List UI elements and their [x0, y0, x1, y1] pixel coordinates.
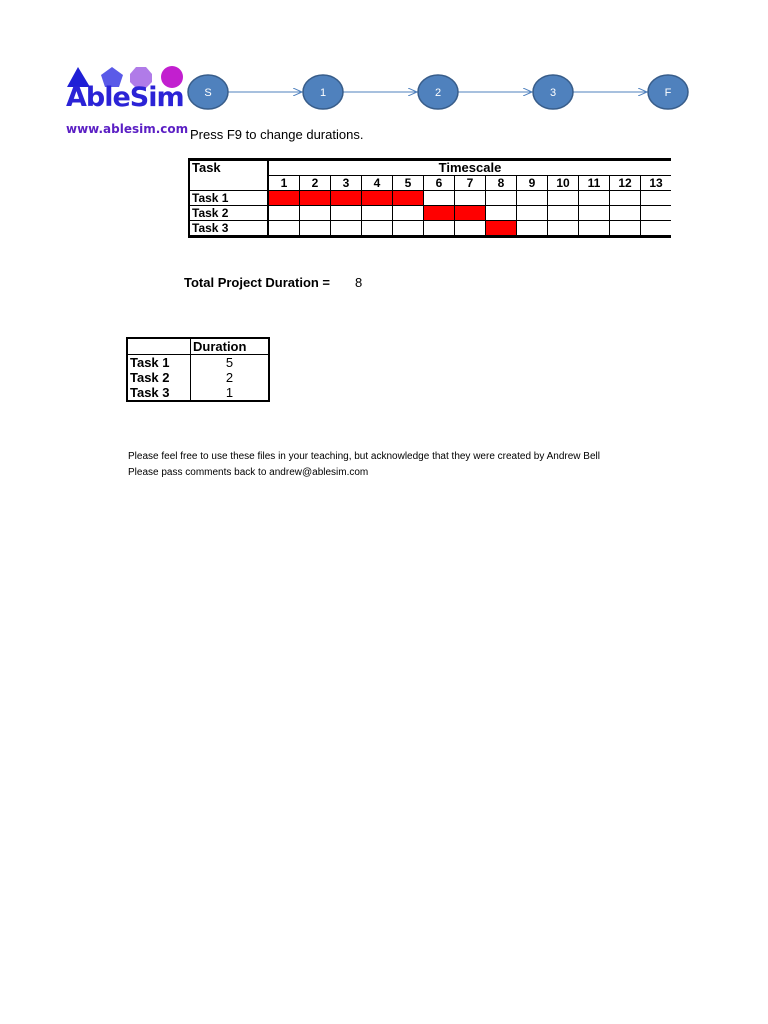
- duration-table: [126, 337, 270, 402]
- duration-corner-cell: [127, 338, 191, 355]
- gantt-empty-cell: [641, 191, 672, 206]
- instruction-text: Press F9 to change durations.: [190, 127, 364, 142]
- task-header: Task: [189, 160, 268, 191]
- gantt-task-name: Task 1: [189, 191, 268, 206]
- gantt-task-row: [189, 206, 671, 221]
- gantt-empty-cell: [579, 191, 610, 206]
- network-node: [303, 75, 343, 109]
- gantt-empty-cell: [424, 221, 455, 237]
- gantt-bar-cell: [331, 191, 362, 206]
- timescale-number: 3: [331, 176, 362, 191]
- gantt-task-name: Task 3: [189, 221, 268, 237]
- note-usage: Please feel free to use these files in your teaching, but acknowledge that they were created by Andrew Bell: [128, 451, 600, 462]
- gantt-empty-cell: [455, 191, 486, 206]
- timescale-number: 11: [579, 176, 610, 191]
- gantt-table: [188, 158, 671, 238]
- gantt-empty-cell: [300, 206, 331, 221]
- duration-value[interactable]: 2: [225, 370, 234, 385]
- gantt-empty-cell: [362, 206, 393, 221]
- gantt-empty-cell: [486, 191, 517, 206]
- gantt-bar-cell: [268, 191, 300, 206]
- network-node: [648, 75, 688, 109]
- timescale-number: 5: [393, 176, 424, 191]
- gantt-task-name: Task 2: [189, 206, 268, 221]
- gantt-empty-cell: [517, 206, 548, 221]
- network-node-label: 2: [434, 87, 442, 99]
- network-node: [533, 75, 573, 109]
- gantt-empty-cell: [610, 221, 641, 237]
- brand-name: AbleSim: [66, 82, 184, 113]
- gantt-empty-cell: [331, 221, 362, 237]
- gantt-header-row: [189, 160, 671, 176]
- timescale-number: 10: [548, 176, 579, 191]
- timescale-number: 9: [517, 176, 548, 191]
- gantt-empty-cell: [579, 206, 610, 221]
- gantt-empty-cell: [517, 191, 548, 206]
- note-contact: Please pass comments back to andrew@ablesim.com: [128, 467, 369, 478]
- gantt-bar-cell: [300, 191, 331, 206]
- gantt-empty-cell: [548, 191, 579, 206]
- gantt-bar-cell: [362, 191, 393, 206]
- timescale-number: 6: [424, 176, 455, 191]
- timescale-number: 7: [455, 176, 486, 191]
- network-node: [188, 75, 228, 109]
- gantt-empty-cell: [579, 221, 610, 237]
- gantt-empty-cell: [362, 221, 393, 237]
- duration-header-row: [127, 338, 269, 355]
- duration-task-name: Task 1: [127, 355, 191, 371]
- duration-header: Duration: [191, 338, 270, 355]
- timescale-number: 2: [300, 176, 331, 191]
- network-node-label: 1: [319, 87, 327, 99]
- gantt-empty-cell: [548, 206, 579, 221]
- brand-url[interactable]: www.ablesim.com: [66, 122, 189, 136]
- network-node: [418, 75, 458, 109]
- timescale-number: 12: [610, 176, 641, 191]
- network-node-label: S: [204, 87, 212, 99]
- duration-task-name: Task 3: [127, 385, 191, 401]
- total-duration-value: 8: [355, 275, 363, 290]
- network-node-label: F: [664, 87, 672, 99]
- network-node-label: 3: [549, 87, 557, 99]
- duration-row: [127, 370, 269, 385]
- duration-value[interactable]: 5: [225, 355, 234, 370]
- gantt-empty-cell: [610, 206, 641, 221]
- gantt-empty-cell: [268, 221, 300, 237]
- gantt-bar-cell: [486, 221, 517, 237]
- total-duration-label: Total Project Duration =: [184, 275, 331, 290]
- timescale-number: 8: [486, 176, 517, 191]
- gantt-task-row: [189, 191, 671, 206]
- timescale-number: 1: [268, 176, 300, 191]
- gantt-bar-cell: [455, 206, 486, 221]
- gantt-empty-cell: [331, 206, 362, 221]
- gantt-empty-cell: [268, 206, 300, 221]
- gantt-bar-cell: [393, 191, 424, 206]
- gantt-empty-cell: [548, 221, 579, 237]
- duration-row: [127, 355, 269, 371]
- gantt-empty-cell: [610, 191, 641, 206]
- gantt-empty-cell: [486, 206, 517, 221]
- gantt-empty-cell: [300, 221, 331, 237]
- gantt-empty-cell: [455, 221, 486, 237]
- gantt-empty-cell: [641, 221, 672, 237]
- duration-value[interactable]: 1: [225, 385, 234, 400]
- timescale-number: 13: [641, 176, 672, 191]
- gantt-bar-cell: [424, 206, 455, 221]
- duration-row: [127, 385, 269, 401]
- gantt-empty-cell: [641, 206, 672, 221]
- timescale-number: 4: [362, 176, 393, 191]
- timescale-header: Timescale: [268, 160, 671, 176]
- duration-task-name: Task 2: [127, 370, 191, 385]
- gantt-empty-cell: [393, 206, 424, 221]
- gantt-empty-cell: [393, 221, 424, 237]
- network-diagram: [0, 0, 768, 130]
- gantt-empty-cell: [424, 191, 455, 206]
- gantt-task-row: [189, 221, 671, 237]
- gantt-empty-cell: [517, 221, 548, 237]
